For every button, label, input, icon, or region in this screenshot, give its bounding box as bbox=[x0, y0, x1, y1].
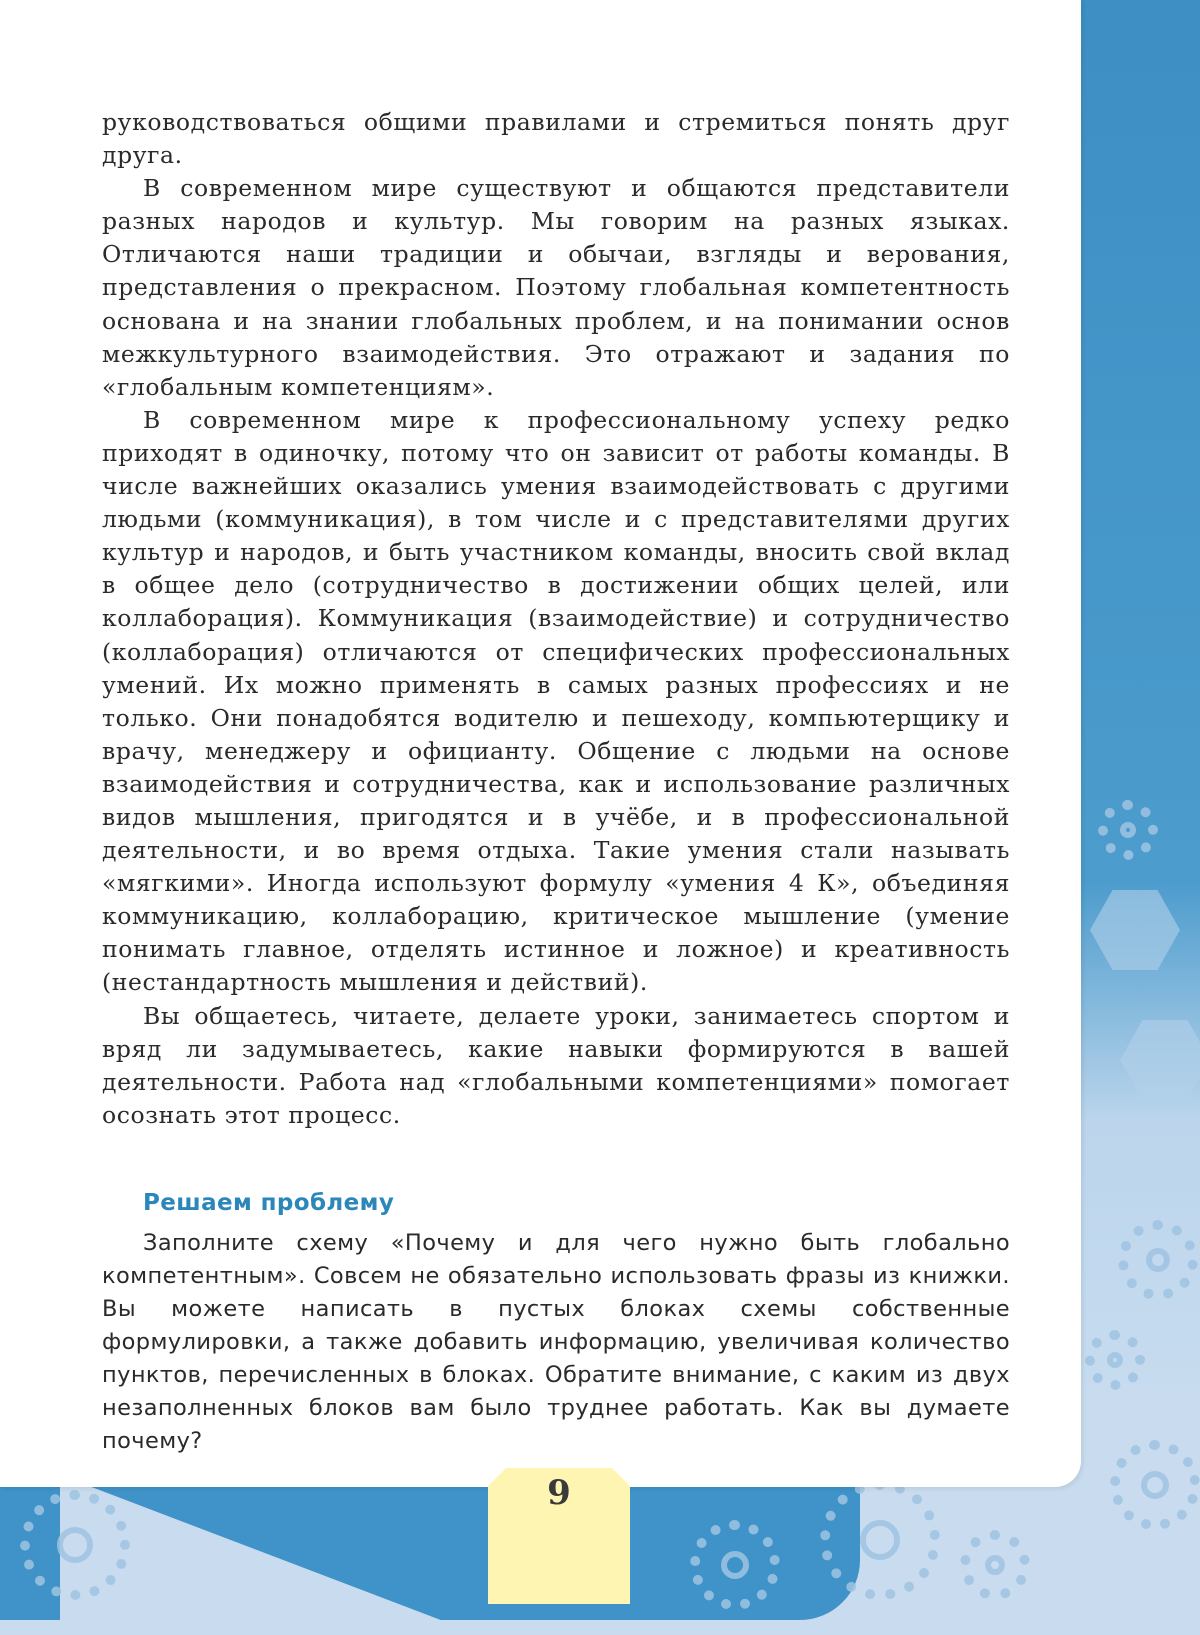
paragraph: руководствоваться общими правилами и стремиться понять друг друга. bbox=[102, 108, 1010, 170]
gear-icon bbox=[1118, 1220, 1198, 1300]
gear-icon bbox=[20, 1490, 130, 1600]
gear-icon bbox=[1110, 1440, 1200, 1530]
main-text bbox=[102, 106, 1010, 1132]
paragraph: В современном мире к профессиональному успеху редко приходят в одиночку, потому что он зависит от работы команды. В числе важнейших оказались умения взаимодействовать с другими людьми (коммуникация), в том числе и с представителями других культур и народов, и быть участником команды, вносить свой вклад в общее дело (сотрудничество в достижении общих целей, или коллаборация). Коммуникация (взаимодействие) и сотрудничество (коллаборация) отличаются от специфических профессиональных умений. Их можно применять в самых разных профессиях и не только. Они понадобятся водителю и пешеходу, компьютерщику и врачу, менеджеру и официанту. Общение с людьми на основе взаимодействия и сотрудничества, как и использование различных видов мышления, пригодятся и в учёбе, и в профессиональной деятельности, и во время отдыха. Такие умения стали называть «мягкими». Иногда используют формулу «умения 4 К», объединяя коммуникацию, коллаборацию, критическое мышление (умение понимать главное, отделять истинное и ложное) и креативность (нестандартность мышления и действий). bbox=[102, 405, 1010, 997]
page-number: 9 bbox=[547, 1473, 571, 1513]
paragraph: Вы общаетесь, читаете, делаете уроки, занимаетесь спортом и вряд ли задумываетесь, какие навыки формируются в вашей деятельности. Работа над «глобальными компетенциями» помогает осознать этот процесс. bbox=[102, 1001, 1010, 1129]
section-text: Заполните схему «Почему и для чего нужно быть глобально компетентным». Совсем не обязательно использовать фразы из книжки. Вы можете написать в пустых блоках схемы собственные формулировки, а также добавить информацию, увеличивая количество пунктов, перечисленных в блоках. Обратите внимание, с каким из двух незаполненных блоков вам было труднее работать. Как вы думаете почему? bbox=[102, 1230, 1010, 1454]
gear-icon bbox=[820, 1480, 940, 1600]
gear-icon bbox=[690, 1520, 780, 1610]
gear-icon bbox=[1098, 800, 1158, 860]
gear-icon bbox=[960, 1530, 1030, 1600]
gear-icon bbox=[1085, 1330, 1145, 1390]
problem-section bbox=[102, 1188, 1010, 1458]
paragraph: В современном мире существуют и общаются представители разных народов и культур. Мы говорим на разных языках. Отличаются наши традиции и обычаи, взгляды и верования, представления о прекрасном. Поэтому глобальная компетентность основана и на знании глобальных проблем, и на понимании основ межкультурного взаимодействия. Это отражают и задания по «глобальным компетенциям». bbox=[102, 174, 1010, 401]
section-heading: Решаем проблему bbox=[143, 1190, 395, 1216]
